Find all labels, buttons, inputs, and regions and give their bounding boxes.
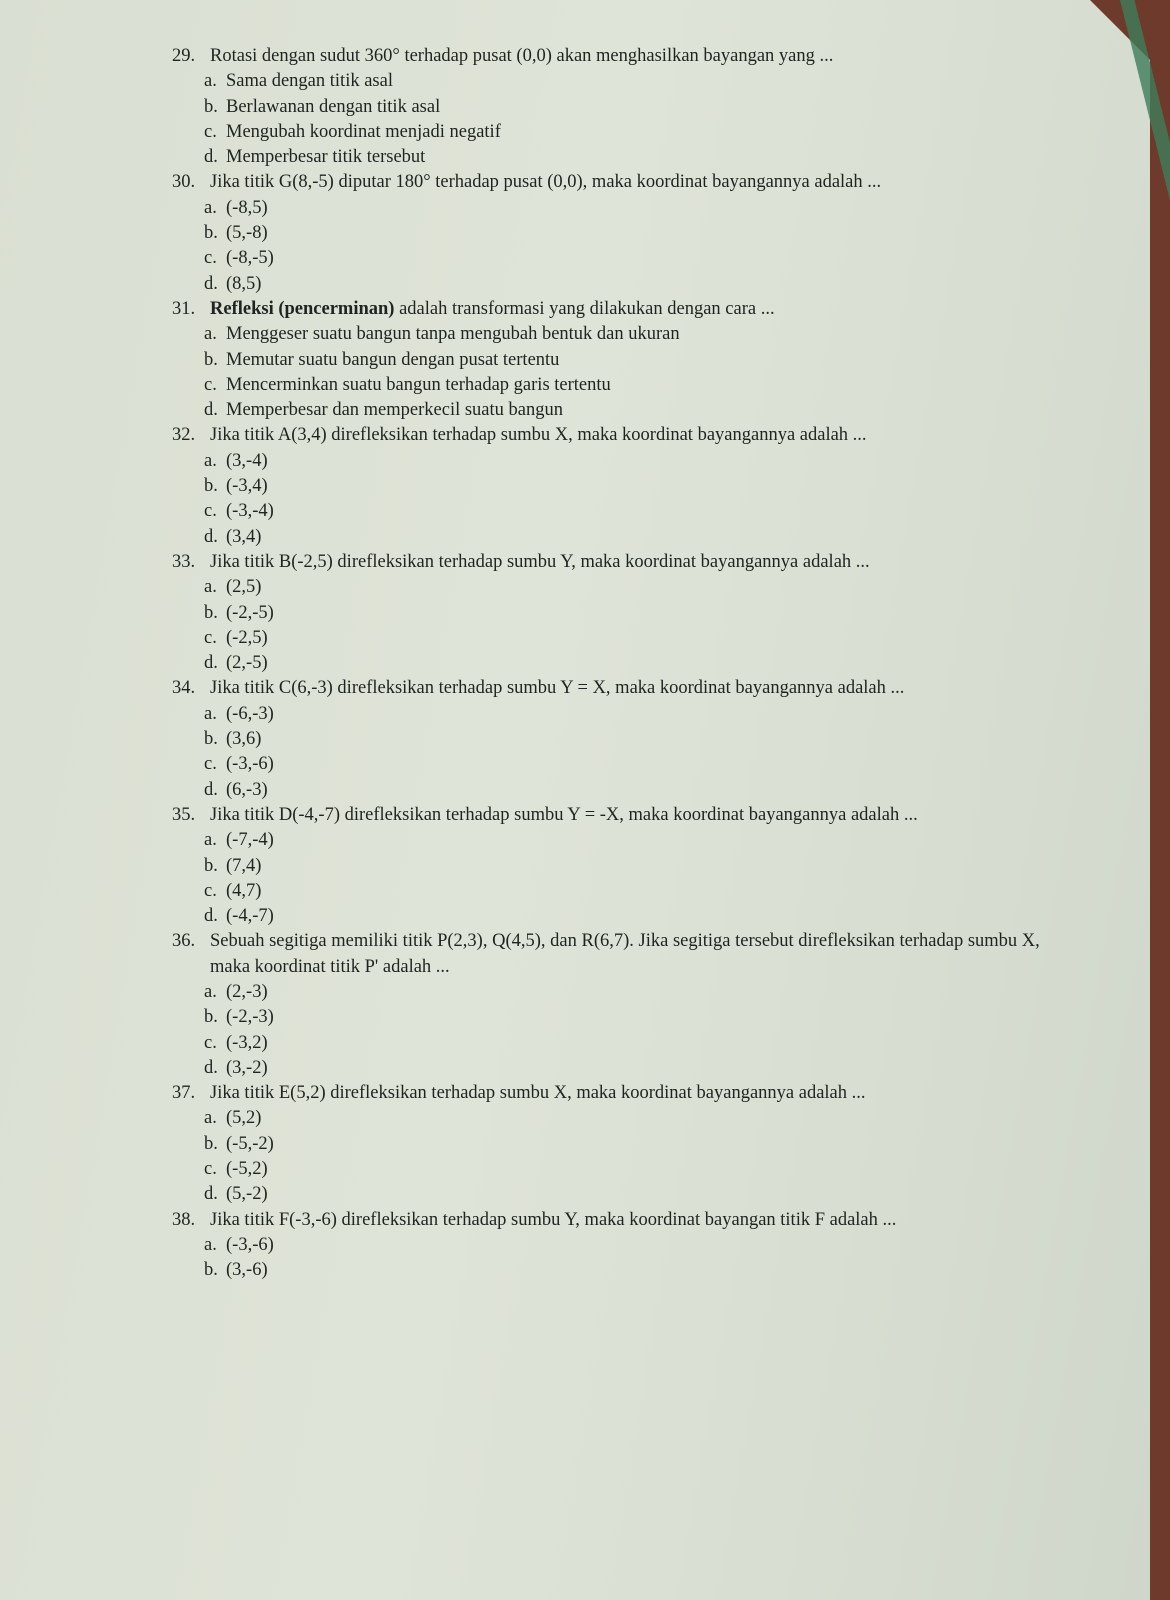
answer-options — [204, 449, 1072, 550]
question-stem — [172, 1208, 1072, 1233]
answer-option — [204, 1182, 1072, 1207]
question-number: 29. — [172, 46, 196, 66]
answer-option — [204, 1157, 1072, 1182]
question-text — [210, 423, 1072, 448]
option-letter: a. — [204, 577, 217, 598]
question-list — [172, 44, 1072, 1284]
answer-options — [204, 69, 1072, 170]
option-text: (4,7) — [226, 880, 262, 901]
option-text: (-4,-7) — [226, 906, 274, 927]
option-letter: c. — [204, 880, 217, 901]
answer-option — [204, 1056, 1072, 1081]
answer-options — [204, 828, 1072, 929]
option-text: (-7,-4) — [226, 830, 274, 851]
option-text: (3,6) — [226, 729, 262, 750]
answer-option — [204, 449, 1072, 474]
question-text-body: Jika titik A(3,4) direfleksikan terhadap sumbu X, maka koordinat bayangannya adalah ... — [210, 425, 867, 446]
answer-option — [204, 980, 1072, 1005]
option-letter: d. — [204, 273, 218, 294]
answer-option — [204, 145, 1072, 170]
option-letter: a. — [204, 71, 217, 92]
answer-option — [204, 1031, 1072, 1056]
question-text-body: Jika titik C(6,-3) direfleksikan terhadap sumbu Y = X, maka koordinat bayangannya adalah ... — [210, 678, 905, 699]
answer-option — [204, 778, 1072, 803]
option-letter: b. — [204, 602, 218, 623]
option-text: (3,-6) — [226, 1260, 268, 1281]
answer-option — [204, 828, 1072, 853]
option-letter: a. — [204, 1234, 217, 1255]
question-item — [172, 44, 1072, 170]
option-letter: b. — [204, 1260, 218, 1281]
question-item — [172, 1208, 1072, 1284]
option-text: (-8,5) — [226, 197, 268, 218]
option-text: Memutar suatu bangun dengan pusat tertentu — [226, 349, 560, 370]
option-letter: b. — [204, 855, 218, 876]
option-letter: c. — [204, 121, 217, 142]
question-text-body: Jika titik B(-2,5) direfleksikan terhadap sumbu Y, maka koordinat bayangannya adalah ... — [210, 551, 870, 572]
question-item — [172, 929, 1072, 1081]
option-letter: d. — [204, 653, 218, 674]
option-text: Mengubah koordinat menjadi negatif — [226, 121, 501, 142]
option-letter: b. — [204, 96, 218, 117]
answer-option — [204, 1233, 1072, 1258]
option-text: (-3,-4) — [226, 501, 274, 522]
question-item — [172, 676, 1072, 802]
answer-option — [204, 69, 1072, 94]
question-text — [210, 297, 1072, 322]
answer-option — [204, 246, 1072, 271]
option-letter: a. — [204, 197, 217, 218]
question-text-body: Sebuah segitiga memiliki titik P(2,3), Q(4,5), dan R(6,7). Jika segitiga tersebut direfleksikan terhadap sumbu X, maka koordinat titik P' adalah ... — [210, 931, 1040, 977]
question-bold-term: Refleksi (pencerminan) — [210, 298, 395, 319]
option-letter: b. — [204, 1133, 218, 1154]
option-letter: b. — [204, 476, 218, 497]
question-number: 33. — [172, 551, 196, 572]
option-letter: d. — [204, 147, 218, 168]
option-text: (-3,4) — [226, 476, 268, 497]
question-stem — [172, 676, 1072, 701]
option-letter: b. — [204, 223, 218, 244]
question-item — [172, 170, 1072, 296]
answer-option — [204, 348, 1072, 373]
option-letter: a. — [204, 1108, 217, 1129]
answer-option — [204, 1005, 1072, 1030]
answer-option — [204, 120, 1072, 145]
answer-option — [204, 1132, 1072, 1157]
option-text: (-5,-2) — [226, 1133, 274, 1154]
option-letter: c. — [204, 501, 217, 522]
option-text: (-2,5) — [226, 627, 268, 648]
question-text — [210, 1081, 1072, 1106]
answer-option — [204, 373, 1072, 398]
answer-option — [204, 474, 1072, 499]
option-letter: d. — [204, 1057, 218, 1078]
question-text — [210, 803, 1072, 828]
question-number: 30. — [172, 172, 196, 193]
option-text: (-3,-6) — [226, 1234, 274, 1255]
question-stem — [172, 297, 1072, 322]
option-text: (-5,2) — [226, 1159, 268, 1180]
option-letter: b. — [204, 729, 218, 750]
option-letter: a. — [204, 981, 217, 1002]
question-text — [210, 170, 1072, 195]
option-text: Memperbesar titik tersebut — [226, 147, 426, 168]
option-letter: c. — [204, 1159, 217, 1180]
option-text: (7,4) — [226, 855, 262, 876]
question-text-body: Jika titik G(8,-5) diputar 180° terhadap pusat (0,0), maka koordinat bayangannya adalah ... — [210, 172, 882, 193]
option-letter: d. — [204, 906, 218, 927]
question-text-body: adalah transformasi yang dilakukan dengan cara ... — [394, 298, 775, 319]
option-letter: c. — [204, 627, 217, 648]
answer-option — [204, 525, 1072, 550]
option-text: (3,-4) — [226, 450, 268, 471]
option-text: Menggeser suatu bangun tanpa mengubah bentuk dan ukuran — [226, 324, 680, 345]
answer-option — [204, 904, 1072, 929]
answer-option — [204, 196, 1072, 221]
option-text: Berlawanan dengan titik asal — [226, 96, 441, 117]
question-stem — [172, 1081, 1072, 1106]
question-number: 37. — [172, 1083, 196, 1104]
question-item — [172, 297, 1072, 423]
option-letter: c. — [204, 1032, 217, 1053]
answer-options — [204, 980, 1072, 1081]
question-text — [210, 929, 1072, 980]
answer-option — [204, 221, 1072, 246]
option-letter: c. — [204, 754, 217, 775]
answer-option — [204, 854, 1072, 879]
option-letter: d. — [204, 779, 218, 800]
option-text: Memperbesar dan memperkecil suatu bangun — [226, 400, 563, 421]
option-text: (2,-3) — [226, 981, 268, 1002]
option-letter: d. — [204, 1184, 218, 1205]
answer-option — [204, 702, 1072, 727]
answer-options — [204, 1233, 1072, 1284]
option-letter: c. — [204, 374, 217, 395]
option-text: (5,-2) — [226, 1184, 268, 1205]
question-number: 38. — [172, 1209, 196, 1230]
question-stem — [172, 929, 1072, 980]
answer-option — [204, 272, 1072, 297]
answer-option — [204, 1106, 1072, 1131]
answer-options — [204, 575, 1072, 676]
option-text: (-3,-6) — [226, 754, 274, 775]
option-text: (5,-8) — [226, 223, 268, 244]
option-text: (-8,-5) — [226, 248, 274, 269]
question-item — [172, 803, 1072, 929]
answer-option — [204, 752, 1072, 777]
answer-options — [204, 322, 1072, 423]
question-text — [210, 44, 1072, 69]
question-item — [172, 550, 1072, 676]
question-stem — [172, 170, 1072, 195]
question-text — [210, 676, 1072, 701]
answer-option — [204, 398, 1072, 423]
question-number: 34. — [172, 678, 196, 699]
option-letter: d. — [204, 526, 218, 547]
option-text: (-3,2) — [226, 1032, 268, 1053]
answer-option — [204, 879, 1072, 904]
question-text — [210, 1208, 1072, 1233]
question-text-body: Rotasi dengan sudut 360° terhadap pusat (0,0) akan menghasilkan bayangan yang ... — [210, 46, 834, 66]
option-text: (-2,-5) — [226, 602, 274, 623]
option-text: (5,2) — [226, 1108, 262, 1129]
answer-options — [204, 702, 1072, 803]
option-letter: b. — [204, 349, 218, 370]
option-text: (3,-2) — [226, 1057, 268, 1078]
question-number: 32. — [172, 425, 196, 446]
question-number: 31. — [172, 298, 196, 319]
option-letter: a. — [204, 830, 217, 851]
answer-option — [204, 95, 1072, 120]
answer-option — [204, 651, 1072, 676]
answer-option — [204, 575, 1072, 600]
option-letter: a. — [204, 703, 217, 724]
answer-option — [204, 499, 1072, 524]
option-letter: c. — [204, 248, 217, 269]
option-text: (8,5) — [226, 273, 262, 294]
question-text-body: Jika titik E(5,2) direfleksikan terhadap sumbu X, maka koordinat bayangannya adalah ... — [210, 1083, 866, 1104]
option-text: (-6,-3) — [226, 703, 274, 724]
question-number: 35. — [172, 804, 196, 825]
answer-option — [204, 1258, 1072, 1283]
option-letter: b. — [204, 1007, 218, 1028]
question-text-body: Jika titik D(-4,-7) direfleksikan terhadap sumbu Y = -X, maka koordinat bayangannya adalah ... — [210, 804, 918, 825]
option-text: (3,4) — [226, 526, 262, 547]
answer-options — [204, 196, 1072, 297]
option-letter: a. — [204, 324, 217, 345]
option-text: (2,-5) — [226, 653, 268, 674]
question-stem — [172, 44, 1072, 69]
question-stem — [172, 423, 1072, 448]
option-text: Sama dengan titik asal — [226, 71, 393, 92]
answer-option — [204, 626, 1072, 651]
question-text — [210, 550, 1072, 575]
question-stem — [172, 550, 1072, 575]
answer-option — [204, 322, 1072, 347]
option-text: (2,5) — [226, 577, 262, 598]
answer-options — [204, 1106, 1072, 1207]
question-item — [172, 1081, 1072, 1207]
question-text-body: Jika titik F(-3,-6) direfleksikan terhadap sumbu Y, maka koordinat bayangan titik F adalah ... — [210, 1209, 897, 1230]
question-stem — [172, 803, 1072, 828]
option-text: Mencerminkan suatu bangun terhadap garis tertentu — [226, 374, 611, 395]
option-letter: d. — [204, 400, 218, 421]
option-text: (-2,-3) — [226, 1007, 274, 1028]
option-text: (6,-3) — [226, 779, 268, 800]
option-letter: a. — [204, 450, 217, 471]
question-item — [172, 423, 1072, 549]
answer-option — [204, 601, 1072, 626]
question-number: 36. — [172, 931, 196, 952]
answer-option — [204, 727, 1072, 752]
